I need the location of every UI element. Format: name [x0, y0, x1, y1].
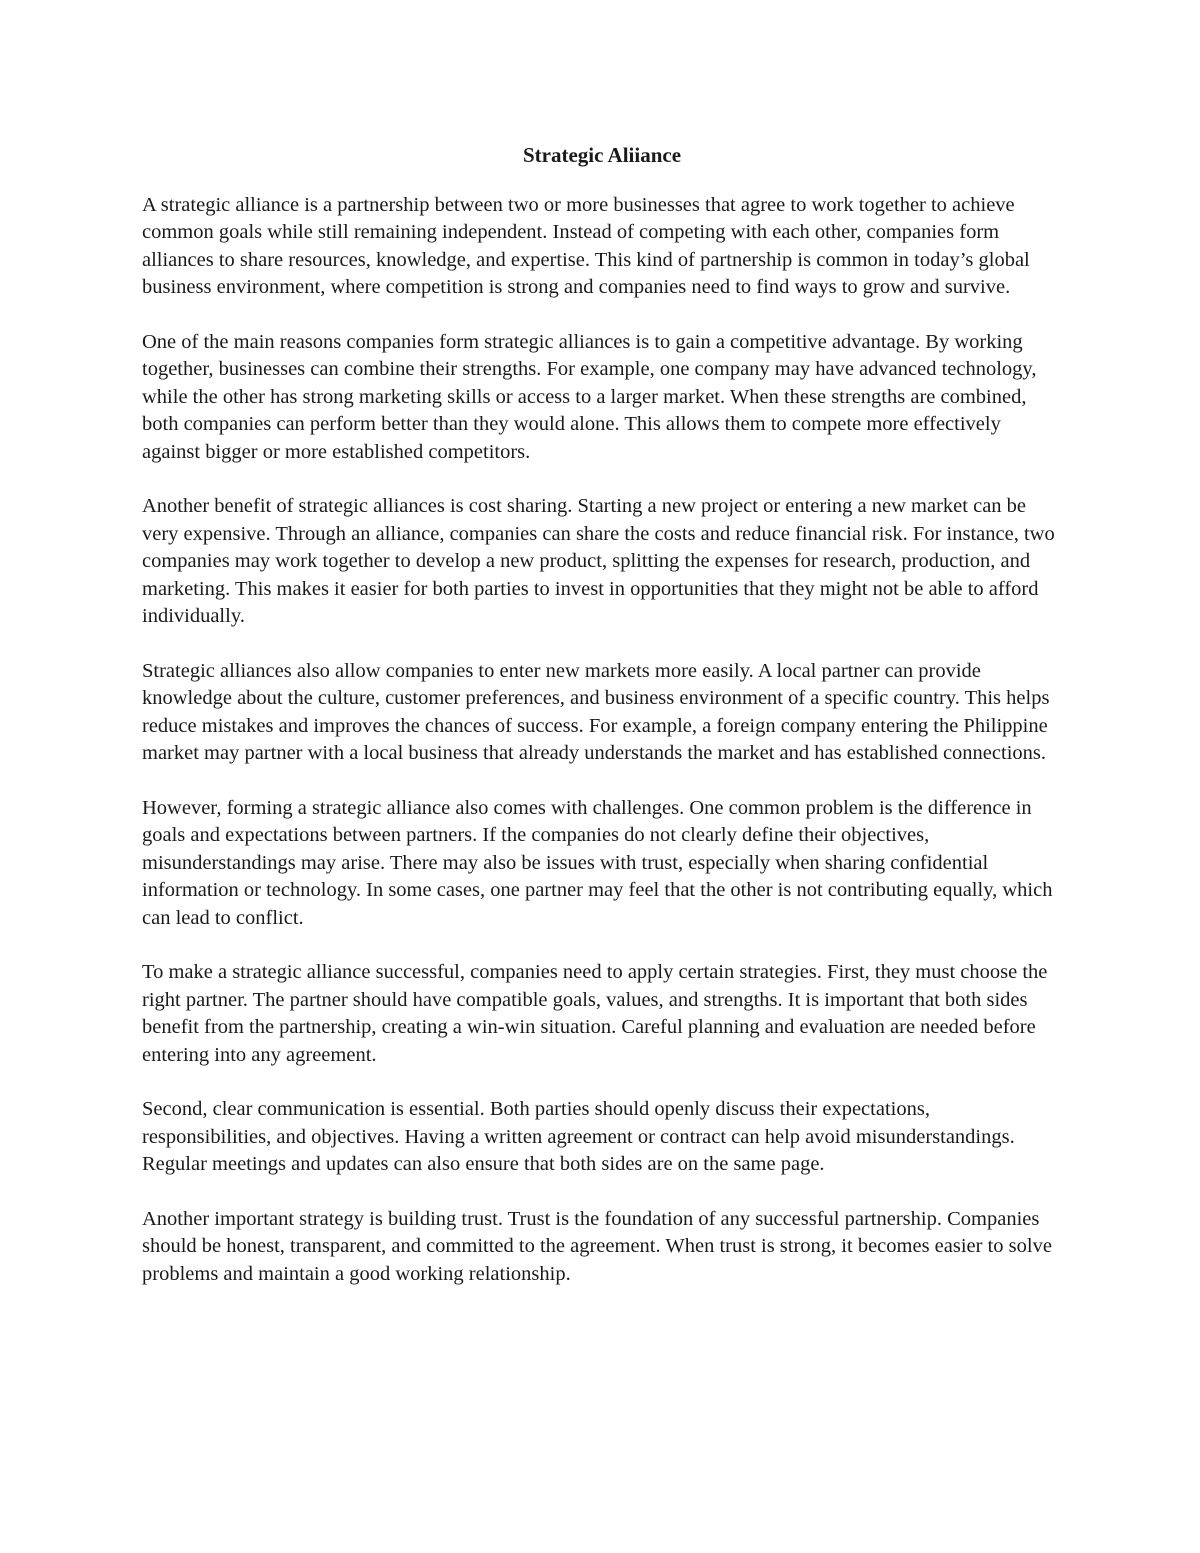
- paragraph-5: However, forming a strategic alliance also comes with challenges. One common problem is the difference in goals and expectations between partners. If the companies do not clearly define their objectives, misunderstandings may arise. There may also be issues with trust, especially when sharing confidential information or technology. In some cases, one partner may feel that the other is not contributing equally, which can lead to conflict.: [142, 796, 1053, 929]
- paragraph-1: A strategic alliance is a partnership between two or more businesses that agree to work together to achieve common goals while still remaining independent. Instead of competing with each other, companies form alliances to share resources, knowledge, and expertise. This kind of partnership is common in today’s global business environment, where competition is strong and companies need to find ways to grow and survive.: [142, 194, 1030, 299]
- paragraph-4: Strategic alliances also allow companies to enter new markets more easily. A local partner can provide knowledge about the culture, customer preferences, and business environment of a specific country. This helps reduce mistakes and improves the chances of success. For example, a foreign company entering the Philippine market may partner with a local business that already understands the market and has established connections.: [142, 659, 1050, 765]
- paragraph-3: Another benefit of strategic alliances is cost sharing. Starting a new project or entering a new market can be very expensive. Through an alliance, companies can share the costs and reduce financial risk. For instance, two companies may work together to develop a new product, splitting the expenses for research, production, and marketing. This makes it easier for both parties to invest in opportunities that they might not be able to afford individually.: [142, 495, 1055, 628]
- document-body: [142, 140, 1062, 1316]
- paragraph-7: Second, clear communication is essential. Both parties should openly discuss their expectations, responsibilities, and objectives. Having a written agreement or contract can help avoid misunderstandings. Regular meetings and updates can also ensure that both sides are on the same page.: [142, 1098, 1015, 1176]
- paragraph-6: To make a strategic alliance successful, companies need to apply certain strategies. First, they must choose the right partner. The partner should have compatible goals, values, and strengths. It is important that both sides benefit from the partnership, creating a win-win situation. Careful planning and evaluation are needed before entering into any agreement.: [142, 961, 1048, 1066]
- document-title: Strategic Aliiance: [522, 143, 682, 167]
- paragraph-8: Another important strategy is building trust. Trust is the foundation of any successful partnership. Companies should be honest, transparent, and committed to the agreement. When trust is strong, it becomes easier to solve problems and maintain a good working relationship.: [142, 1207, 1052, 1285]
- paragraph-2: One of the main reasons companies form strategic alliances is to gain a competitive advantage. By working together, businesses can combine their strengths. For example, one company may have advanced technology, while the other has strong marketing skills or access to a larger market. When these strengths are combined, both companies can perform better than they would alone. This allows them to compete more effectively against bigger or more established competitors.: [142, 331, 1037, 463]
